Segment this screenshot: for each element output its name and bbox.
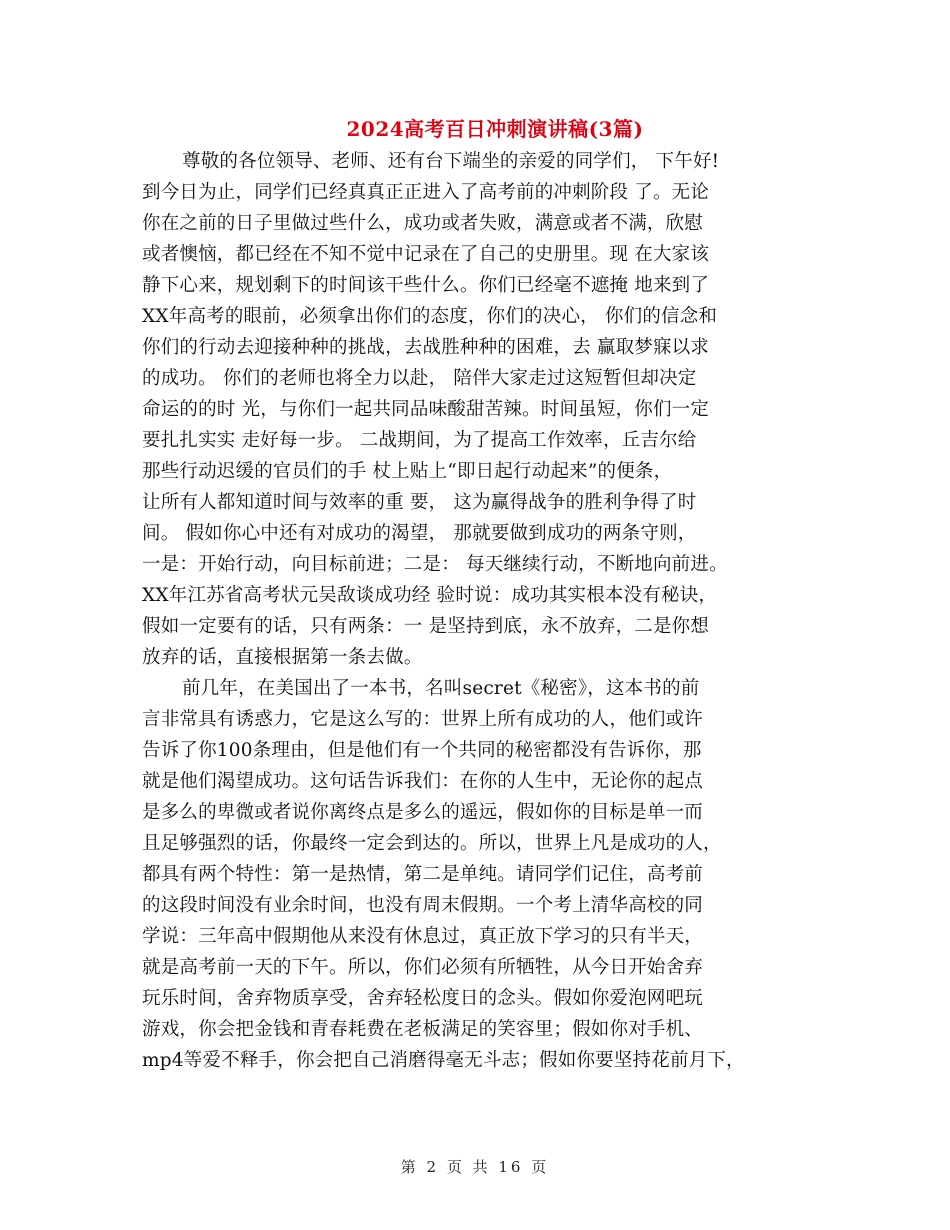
text-line: 放弃的话，直接根据第一条去做。	[142, 647, 423, 668]
text-line: 且足够强烈的话，你最终一定会到达的。所以，世界上凡是成功的人，	[142, 833, 722, 854]
text-line: 言非常具有诱惑力，它是这么写的：世界上所有成功的人，他们或许	[142, 709, 704, 730]
document-title: 2024高考百日冲刺演讲稿(3篇)	[346, 117, 644, 141]
text-line: 要扎扎实实 走好每一步。 二战期间，为了提高工作效率，丘吉尔给	[142, 430, 697, 451]
text-line: 你们的行动去迎接种种的挑战，去战胜种种的困难，去 赢取梦寐以求	[142, 337, 710, 358]
text-line: 前几年，在美国出了一本书，名叫secret《秘密》，这本书的前	[182, 678, 700, 699]
text-line: 的成功。 你们的老师也将全力以赴， 陪伴大家走过这短暂但却决定	[142, 368, 697, 389]
text-line: 是多么的卑微或者说你离终点是多么的遥远，假如你的目标是单一而	[142, 802, 704, 823]
text-line: 让所有人都知道时间与效率的重 要， 这为赢得战争的胜利争得了时	[142, 492, 697, 513]
text-line: 游戏，你会把金钱和青春耗费在老板满足的笑容里；假如你对手机、	[142, 1019, 704, 1040]
text-line: 你在之前的日子里做过些什么，成功或者失败，满意或者不满，欣慰	[142, 213, 704, 234]
text-line: 就是他们渴望成功。这句话告诉我们：在你的人生中，无论你的起点	[142, 771, 704, 792]
text-line: 的这段时间没有业余时间，也没有周末假期。一个考上清华高校的同	[142, 895, 704, 916]
text-line: mp4等爱不释手，你会把自己消磨得毫无斗志；假如你要坚持花前月下，	[142, 1050, 745, 1071]
document-body	[142, 146, 822, 1076]
text-line: 告诉了你100条理由，但是他们有一个共同的秘密都没有告诉你，那	[142, 740, 702, 761]
text-line: 假如一定要有的话，只有两条：一 是坚持到底，永不放弃，二是你想	[142, 616, 710, 637]
text-line: XX年高考的眼前，必须拿出你们的态度，你们的决心， 你们的信念和	[142, 306, 718, 327]
text-line: 学说：三年高中假期他从来没有休息过，真正放下学习的只有半天，	[142, 926, 704, 947]
text-line: 静下心来，规划剩下的时间该干些什么。你们已经毫不遮掩 地来到了	[142, 275, 710, 296]
text-line: 都具有两个特性：第一是热情，第二是单纯。请同学们记住，高考前	[142, 864, 704, 885]
text-line: 尊敬的各位领导、老师、还有台下端坐的亲爱的同学们， 下午好!	[182, 151, 720, 172]
text-line: 那些行动迟缓的官员们的手 杖上贴上“即日起行动起来”的便条，	[142, 461, 673, 482]
page-number: 第 2 页 共 16 页	[400, 1158, 550, 1176]
text-line: 命运的的时 光，与你们一起共同品味酸甜苦辣。时间虽短，你们一定	[142, 399, 710, 420]
text-line: 或者懊恼，都已经在不知不觉中记录在了自己的史册里。现 在大家该	[142, 244, 710, 265]
text-line: 玩乐时间，舍弃物质享受，舍弃轻松度日的念头。假如你爱泡网吧玩	[142, 988, 704, 1009]
text-line: 就是高考前一天的下午。所以，你们必须有所牺牲，从今日开始舍弃	[142, 957, 704, 978]
text-line: 间。 假如你心中还有对成功的渴望， 那就要做到成功的两条守则，	[142, 523, 697, 544]
text-line: 一是：开始行动，向目标前进；二是： 每天继续行动，不断地向前进。	[142, 554, 728, 575]
text-line: 到今日为止，同学们已经真真正正进入了高考前的冲刺阶段 了。无论	[142, 182, 710, 203]
text-line: XX年江苏省高考状元吴敌谈成功经 验时说：成功其实根本没有秘诀，	[142, 585, 718, 606]
